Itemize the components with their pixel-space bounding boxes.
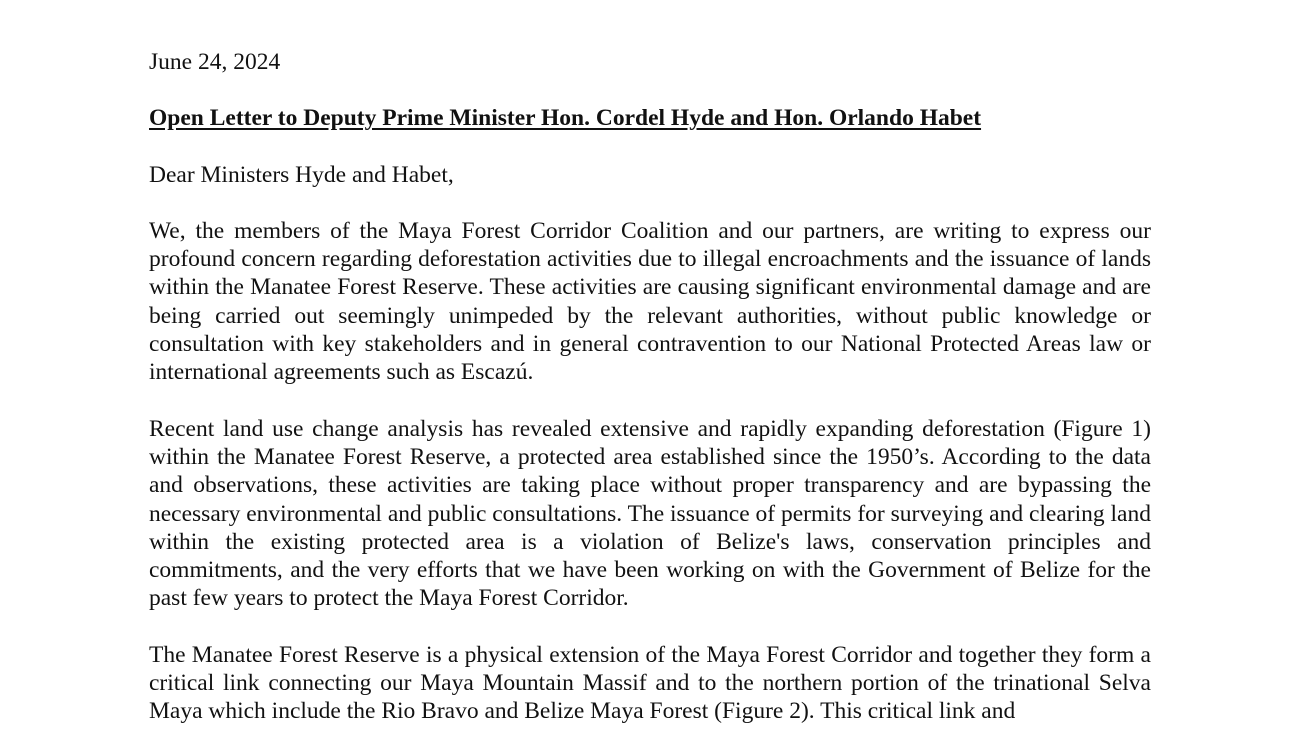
- letter-paragraph-2: Recent land use change analysis has revealed extensive and rapidly expanding deforestation (Figure 1) within the Manatee Forest Reserve, a protected area established since the 1950’s. According to the data and observations, these activities are taking place without proper transparency and are bypassing the necessary environmental and public consultations. The issuance of permits for surveying and clearing land within the existing protected area is a violation of Belize's laws, conservation principles and commitments, and the very efforts that we have been working on with the Government of Belize for the past few years to protect the Maya Forest Corridor.: [149, 415, 1151, 612]
- letter-date: June 24, 2024: [149, 49, 281, 75]
- letter-paragraph-3: The Manatee Forest Reserve is a physical extension of the Maya Forest Corridor and together they form a critical link connecting our Maya Mountain Massif and to the northern portion of the trinational Selva Maya which include the Rio Bravo and Belize Maya Forest (Figure 2). This critical link and: [149, 641, 1151, 725]
- letter-title: Open Letter to Deputy Prime Minister Hon. Cordel Hyde and Hon. Orlando Habet: [149, 105, 982, 132]
- letter-paragraph-1: We, the members of the Maya Forest Corridor Coalition and our partners, are writing to express our profound concern regarding deforestation activities due to illegal encroachments and the issuance of lands within the Manatee Forest Reserve. These activities are causing significant environmental damage and are being carried out seemingly unimpeded by the relevant authorities, without public knowledge or consultation with key stakeholders and in general contravention to our National Protected Areas law or international agreements such as Escazú.: [149, 217, 1151, 386]
- letter-page: [149, 48, 1151, 754]
- letter-salutation: Dear Ministers Hyde and Habet,: [149, 161, 454, 188]
